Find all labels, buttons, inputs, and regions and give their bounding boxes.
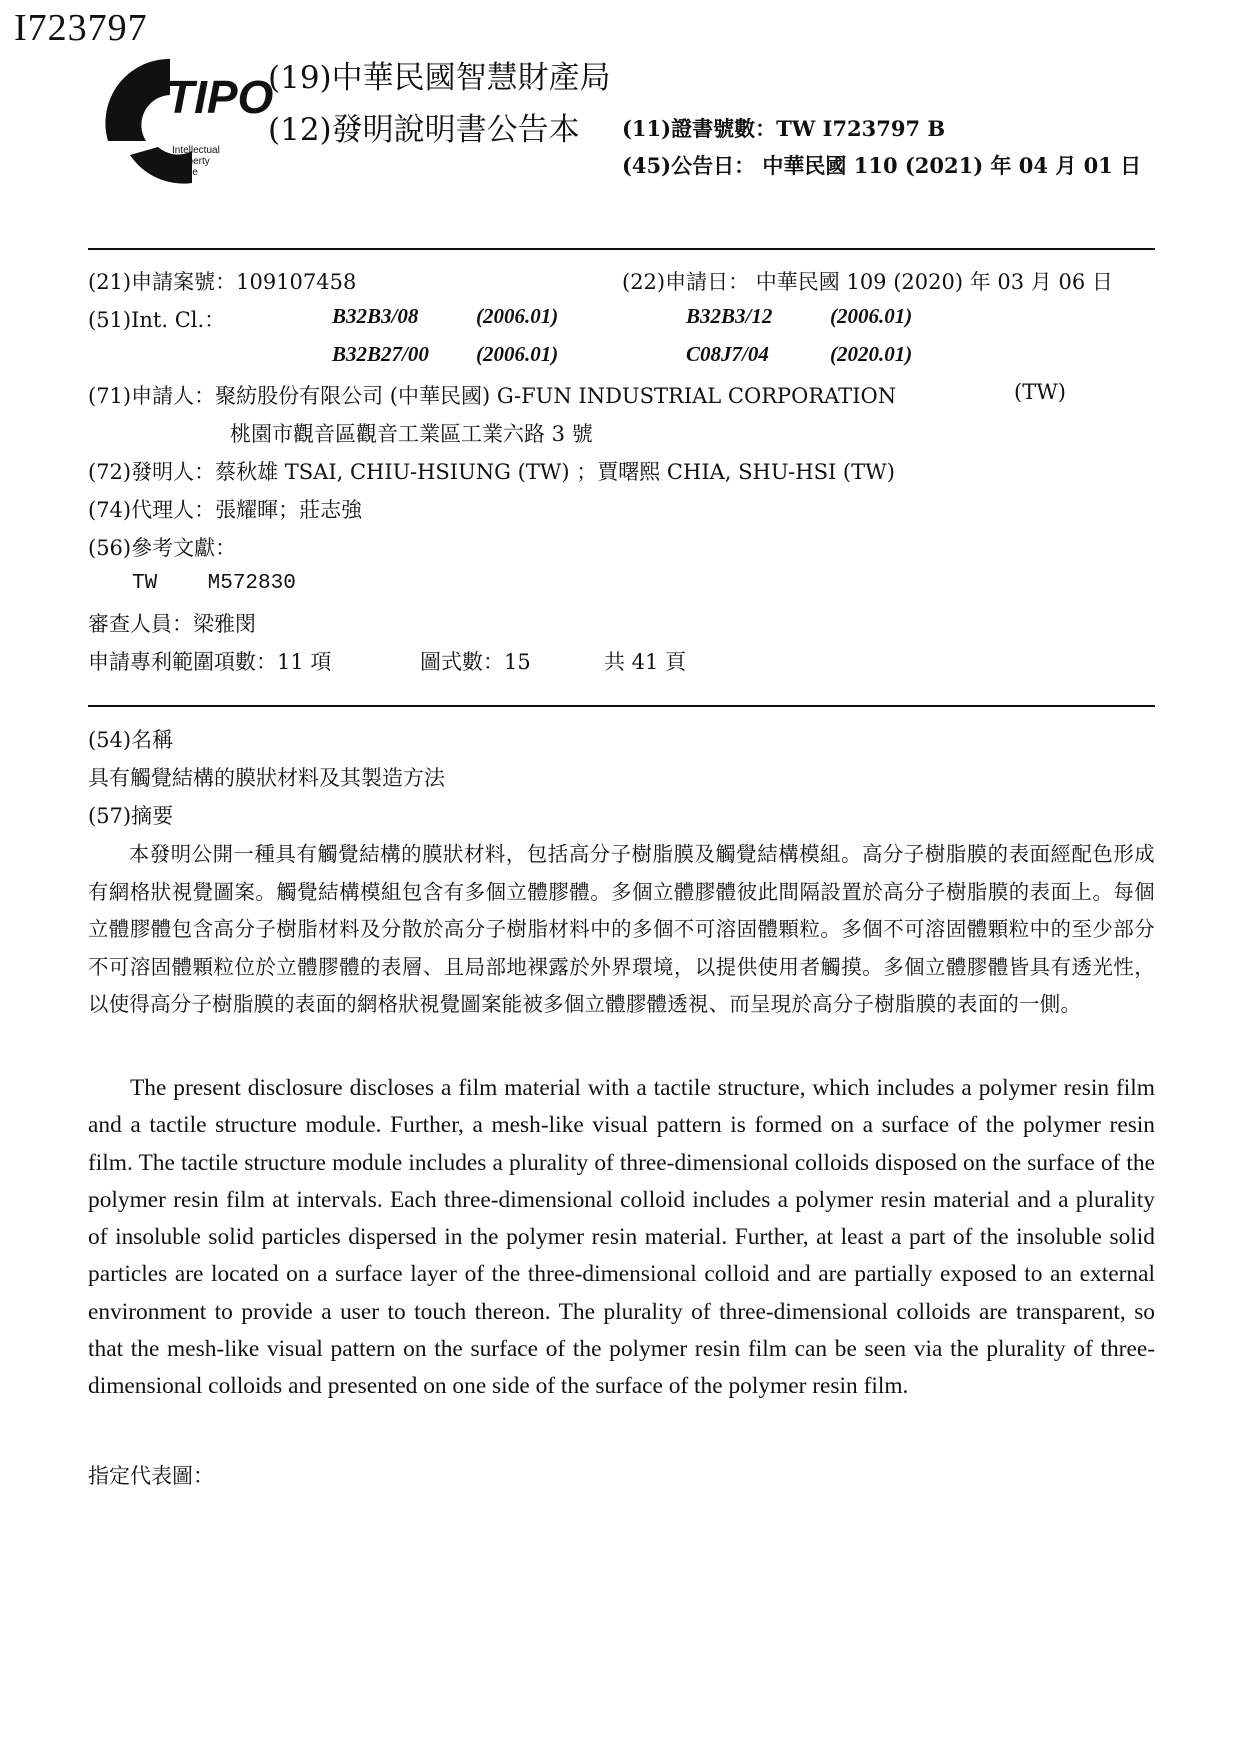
claim-count: 申請專利範圍項數：11 項: [88, 650, 332, 674]
ipc-version: (2006.01): [476, 304, 559, 328]
page-count: 共 41 頁: [604, 650, 687, 674]
filing-date: (22)申請日： 中華民國 109 (2020) 年 03 月 06 日: [622, 270, 1113, 294]
int-cl-label: (51)Int. Cl.：: [88, 308, 226, 332]
svg-text:TIPO: TIPO: [166, 71, 274, 123]
ipc-version: (2006.01): [830, 304, 913, 328]
agents: (74)代理人：張耀暉；莊志強: [88, 498, 363, 522]
section-divider: [88, 705, 1155, 707]
tipo-logo: [100, 55, 274, 187]
certificate-number: (11)證書號數：TW I723797 B: [622, 116, 946, 141]
ipc-code: B32B3/08: [332, 304, 419, 328]
examiner: 審查人員：梁雅閔: [88, 612, 256, 636]
logo-line-1: Intellectual: [172, 145, 220, 156]
applicant: (71)申請人：聚紡股份有限公司 (中華民國) G-FUN INDUSTRIAL CORPORATION: [88, 384, 897, 408]
ipc-code: B32B3/12: [686, 304, 773, 328]
applicant-country: (TW): [1014, 380, 1066, 404]
publication-type: (12)發明說明書公告本: [268, 112, 580, 148]
inventors: (72)發明人：蔡秋雄 TSAI, CHIU-HSIUNG (TW) ；賈曙熙 CHIA, SHU-HSI (TW): [88, 460, 895, 484]
document-number: I723797: [14, 7, 148, 49]
abstract-label: (57)摘要: [88, 804, 174, 828]
top-divider: [88, 248, 1155, 250]
figure-count: 圖式數：15: [420, 650, 531, 674]
references-label: (56)參考文獻：: [88, 536, 237, 560]
applicant-address: 桃園市觀音區觀音工業區工業六路 3 號: [230, 422, 593, 446]
representative-figure-label: 指定代表圖：: [88, 1464, 214, 1488]
application-number: (21)申請案號：109107458: [88, 270, 357, 294]
reference-item: TW M572830: [132, 572, 296, 595]
invention-title: 具有觸覺結構的膜狀材料及其製造方法: [88, 766, 445, 790]
title-label: (54)名稱: [88, 728, 174, 752]
logo-line-3: Office: [172, 167, 198, 178]
logo-line-2: Property: [172, 156, 210, 167]
office-name: (19)中華民國智慧財產局: [268, 60, 611, 96]
abstract-english: The present disclosure discloses a film material with a tactile structure, which includes a polymer resin film and a tactile structure module. Further, a mesh-like visual pattern is formed on a surface of the polymer resin film. The tactile structure module includes a plurality of three-dimensional colloids disposed on the surface of the polymer resin film at intervals. Each three-dimensional colloid includes a polymer resin material and a plurality of insoluble solid particles dispersed in the polymer resin material. Further, at least a part of the insoluble solid particles are located on a surface layer of the three-dimensional colloid and are partially exposed to an external environment to provide a user to touch thereon. The plurality of three-dimensional colloids are transparent, so that the mesh-like visual pattern on the surface of the polymer resin film can be seen via the plurality of three-dimensional colloids and presented on one side of the surface of the polymer resin film.: [88, 1075, 1155, 1400]
ipc-version: (2006.01): [476, 342, 559, 366]
ipc-code: C08J7/04: [686, 342, 769, 366]
ipc-code: B32B27/00: [332, 342, 429, 366]
publication-date: (45)公告日： 中華民國 110 (2021) 年 04 月 01 日: [622, 153, 1142, 178]
abstract-chinese: 本發明公開一種具有觸覺結構的膜狀材料，包括高分子樹脂膜及觸覺結構模組。高分子樹脂膜的表面經配色形成有網格狀視覺圖案。觸覺結構模組包含有多個立體膠體。多個立體膠體彼此間隔設置於高分子樹脂膜的表面上。每個立體膠體包含高分子樹脂材料及分散於高分子樹脂材料中的多個不可溶固體顆粒。多個不可溶固體顆粒中的至少部分不可溶固體顆粒位於立體膠體的表層、且局部地裸露於外界環境，以提供使用者觸摸。多個立體膠體皆具有透光性，以使得高分子樹脂膜的表面的網格狀視覺圖案能被多個立體膠體透視、而呈現於高分子樹脂膜的表面的一側。: [88, 842, 1155, 1016]
ipc-version: (2020.01): [830, 342, 913, 366]
